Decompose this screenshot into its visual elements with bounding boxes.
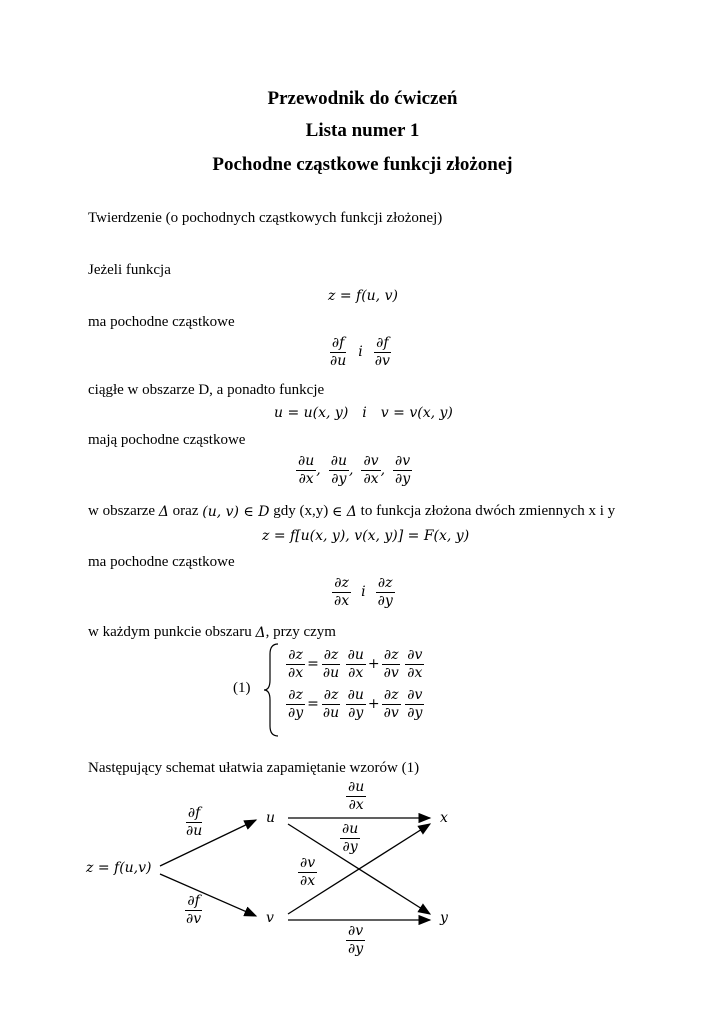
num: ∂u [347,647,364,663]
num: ∂z [323,687,339,703]
diagram-node-u: u [266,810,276,826]
label-du-dy [340,822,360,854]
text-has-partials: ma pochodne cząstkowe [88,314,235,330]
den: ∂x [348,796,364,813]
diagram-node-y: y [440,910,448,926]
conj: i [358,344,363,361]
formula-four-partials [296,454,412,486]
num: ∂z [288,647,303,663]
den: ∂y [377,592,393,609]
num: ∂z [334,575,349,591]
u-eq: u = u(x, y) [274,405,349,421]
num: ∂u [348,779,365,795]
den: ∂x [298,470,314,487]
num: ∂v [300,855,316,871]
op: = [307,656,319,673]
v-eq: v = v(x, y) [380,405,453,421]
t: , przy czym [265,624,336,640]
text-have-partials: mają pochodne cząstkowe [88,432,246,448]
den: ∂x [300,872,316,889]
conj: i [362,405,367,421]
den: ∂x [348,664,364,681]
den: ∂y [348,940,364,957]
arrow-z-v [160,874,256,916]
den: ∂y [288,704,304,721]
label-df-dv [184,894,203,926]
num: ∂f [187,805,201,821]
text-continuous: ciągłe w obszarze D, a ponadto funkcje [88,382,325,398]
den: ∂y [407,704,423,721]
equation-number: (1) [233,680,251,696]
op: + [367,656,380,673]
den: ∂x [407,664,423,681]
num: ∂u [342,821,359,837]
conj: i [361,584,366,601]
num: ∂f [187,893,200,909]
num: ∂f [376,335,389,351]
label-df-du [184,806,204,838]
t: oraz [172,503,199,519]
sep: , [316,462,321,479]
num: ∂f [331,335,345,351]
den: ∂y [395,470,411,487]
diagram-node-x: x [440,810,448,826]
num: ∂z [323,647,339,663]
den: ∂y [331,470,347,487]
num: ∂v [395,453,411,469]
den: ∂y [348,704,364,721]
title-line-2: Lista numer 1 [305,120,420,141]
t: w każdym punkcie obszaru [88,624,252,640]
text-has-partials-2: ma pochodne cząstkowe [88,554,235,570]
den: ∂u [322,704,340,721]
den: ∂u [186,822,203,839]
num: ∂u [330,453,347,469]
uv-in-d: (u, v) ∈ D [202,503,270,520]
text-in-region [88,503,615,520]
formula-dz-dx-chain [286,648,424,680]
den: ∂x [334,592,350,609]
num: ∂v [407,687,423,703]
num: ∂z [377,575,393,591]
den: ∂v [374,352,390,369]
in-delta: ∈ Δ [331,503,357,520]
formula-z-f: z = f(u, v) [328,288,398,304]
t: gdy (x,y) [273,503,329,519]
num: ∂z [288,687,303,703]
op: = [307,696,319,713]
den: ∂x [363,470,379,487]
num: ∂u [298,453,315,469]
formula-df-du-dv [328,336,392,368]
formula-dz-dy-chain [286,688,424,720]
sep: , [380,462,386,479]
num: ∂v [348,923,364,939]
diagram-node-v: v [266,910,274,926]
den: ∂x [288,664,304,681]
delta: Δ [158,503,169,520]
label-du-dx [346,780,366,812]
arrow-z-u [160,820,256,866]
t: to funkcja złożona dwóch zmiennych x i y [360,503,616,519]
title-line-3: Pochodne cząstkowe funkcji złożonej [212,154,513,175]
t: w obszarze [88,503,156,519]
label-dv-dx [298,856,317,888]
num: ∂z [383,647,399,663]
theorem-heading: Twierdzenie (o pochodnych cząstkowych funkcji złożonej) [88,210,443,226]
brace-icon [262,642,282,738]
delta: Δ [255,624,266,641]
num: ∂u [347,687,364,703]
formula-dz [332,576,395,608]
den: ∂u [322,664,340,681]
den: ∂v [186,910,202,927]
den: ∂v [383,664,399,681]
num: ∂v [363,453,379,469]
formula-composite: z = f[u(x, y), v(x, y)] = F(x, y) [262,528,470,544]
text-scheme-intro: Następujący schemat ułatwia zapamiętanie wzorów (1) [88,760,420,776]
den: ∂u [330,352,347,369]
den: ∂y [342,838,358,855]
label-dv-dy [346,924,365,956]
title-line-1: Przewodnik do ćwiczeń [267,88,458,109]
den: ∂v [383,704,399,721]
formula-u-v [274,405,453,421]
diagram-root: z = f(u,v) [86,860,152,876]
num: ∂v [407,647,423,663]
text-if-function: Jeżeli funkcja [88,262,171,278]
sep: , [348,462,354,479]
text-each-point [88,624,336,641]
num: ∂z [383,687,399,703]
op: + [367,696,380,713]
